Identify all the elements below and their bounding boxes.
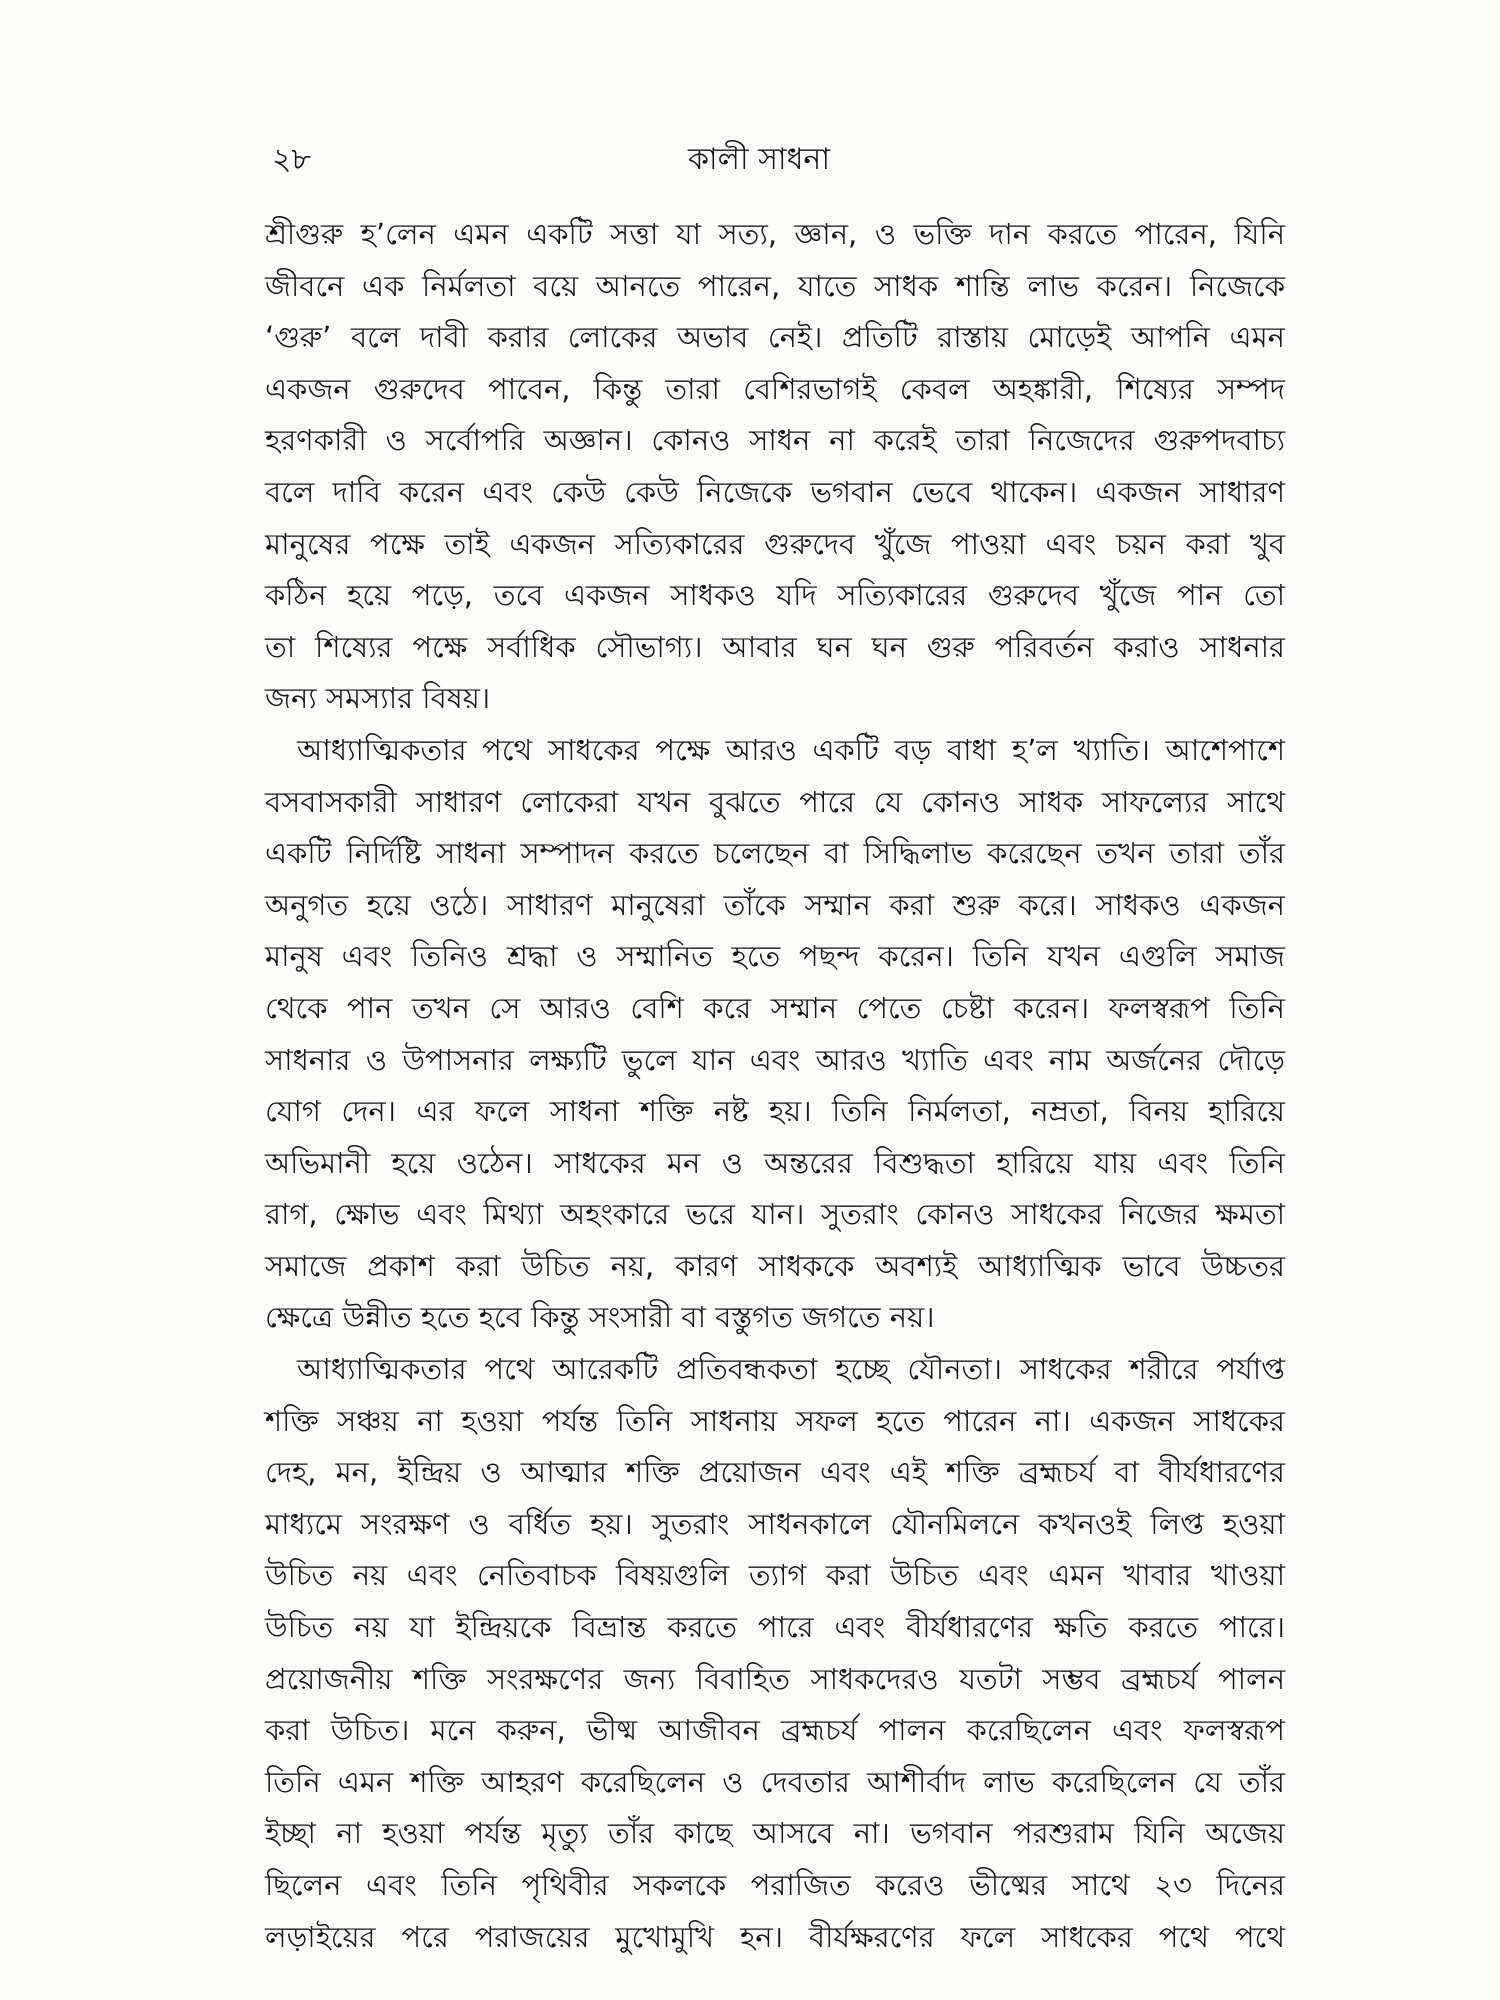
text-line: শক্তি সঞ্চয় না হওয়া পর্যন্ত তিনি সাধনায় সফল হতে পারেন না। একজন সাধকের: [265, 1403, 1285, 1438]
text-line: অনুগত হয়ে ওঠে। সাধারণ মানুষেরা তাঁকে সম্মান করা শুরু করে। সাধকও একজন: [265, 887, 1285, 922]
text-line: আধ্যাত্মিকতার পথে সাধকের পক্ষে আরও একটি বড় বাধা হ’ল খ্যাতি। আশেপাশে: [297, 732, 1285, 767]
text-line: সমাজে প্রকাশ করা উচিত নয়, কারণ সাধককে অবশ্যই আধ্যাত্মিক ভাবে উচ্চতর: [265, 1248, 1285, 1283]
text-line: ‘গুরু’ বলে দাবী করার লোকের অভাব নেই। প্রতিটি রাস্তায় মোড়েই আপনি এমন: [265, 320, 1285, 355]
text-line: ইচ্ছা না হওয়া পর্যন্ত মৃত্যু তাঁর কাছে আসবে না। ভগবান পরশুরাম যিনি অজেয়: [265, 1816, 1285, 1851]
text-line: উচিত নয় যা ইন্দ্রিয়কে বিভ্রান্ত করতে পারে এবং বীর্যধারণের ক্ষতি করতে পারে।: [265, 1610, 1285, 1645]
text-line: অভিমানী হয়ে ওঠেন। সাধকের মন ও অন্তরের বিশুদ্ধতা হারিয়ে যায় এবং তিনি: [265, 1145, 1285, 1180]
text-line: মানুষের পক্ষে তাই একজন সত্যিকারের গুরুদেব খুঁজে পাওয়া এবং চয়ন করা খুব: [265, 526, 1285, 561]
text-line: প্রয়োজনীয় শক্তি সংরক্ষণের জন্য বিবাহিত সাধকদেরও যতটা সম্ভব ব্রহ্মচর্য পালন: [265, 1661, 1285, 1696]
text-line: রাগ, ক্ষোভ এবং মিথ্যা অহংকারে ভরে যান। সুতরাং কোনও সাধকের নিজের ক্ষমতা: [265, 1197, 1285, 1232]
text-line: তিনি এমন শক্তি আহরণ করেছিলেন ও দেবতার আশীর্বাদ লাভ করেছিলেন যে তাঁর: [265, 1764, 1285, 1799]
text-line: বলে দাবি করেন এবং কেউ কেউ নিজেকে ভগবান ভেবে থাকেন। একজন সাধারণ: [265, 474, 1285, 509]
text-line: মানুষ এবং তিনিও শ্রদ্ধা ও সম্মানিত হতে পছন্দ করেন। তিনি যখন এগুলি সমাজ: [265, 939, 1285, 974]
text-line: শ্রীগুরু হ’লেন এমন একটি সত্তা যা সত্য, জ্ঞান, ও ভক্তি দান করতে পারেন, যিনি: [265, 217, 1285, 251]
text-line: যোগ দেন। এর ফলে সাধনা শক্তি নষ্ট হয়। তিনি নির্মলতা, নম্রতা, বিনয় হারিয়ে: [265, 1094, 1285, 1129]
text-line: উচিত নয় এবং নেতিবাচক বিষয়গুলি ত্যাগ করা উচিত এবং এমন খাবার খাওয়া: [265, 1558, 1285, 1593]
paragraph: [265, 725, 1285, 1344]
text-line: থেকে পান তখন সে আরও বেশি করে সম্মান পেতে চেষ্টা করেন। ফলস্বরূপ তিনি: [265, 990, 1285, 1025]
text-line: দেহ, মন, ইন্দ্রিয় ও আত্মার শক্তি প্রয়োজন এবং এই শক্তি ব্রহ্মচর্য বা বীর্যধারণের: [265, 1455, 1285, 1490]
page-number: ২৮: [272, 142, 311, 177]
text-line: তা শিষ্যের পক্ষে সর্বাধিক সৌভাগ্য। আবার ঘন ঘন গুরু পরিবর্তন করাও সাধনার: [265, 629, 1285, 664]
body-text: [265, 209, 1285, 1963]
text-line: ক্ষেত্রে উন্নীত হতে হবে কিন্তু সংসারী বা বস্তুগত জগতে নয়।: [265, 1300, 935, 1335]
text-line: কঠিন হয়ে পড়ে, তবে একজন সাধকও যদি সত্যিকারের গুরুদেব খুঁজে পান তো: [265, 578, 1285, 613]
paragraph: [265, 1344, 1285, 1963]
text-line: জীবনে এক নির্মলতা বয়ে আনতে পারেন, যাতে সাধক শান্তি লাভ করেন। নিজেকে: [265, 268, 1285, 303]
text-line: মাধ্যমে সংরক্ষণ ও বর্ধিত হয়। সুতরাং সাধনকালে যৌনমিলনে কখনওই লিপ্ত হওয়া: [265, 1506, 1285, 1541]
paragraph: [265, 209, 1285, 725]
text-line: হরণকারী ও সর্বোপরি অজ্ঞান। কোনও সাধন না করেই তারা নিজেদের গুরুপদবাচ্য: [265, 423, 1285, 458]
text-line: একজন গুরুদেব পাবেন, কিন্তু তারা বেশিরভাগই কেবল অহঙ্কারী, শিষ্যের সম্পদ: [265, 371, 1285, 406]
text-line: সাধনার ও উপাসনার লক্ষ্যটি ভুলে যান এবং আরও খ্যাতি এবং নাম অর্জনের দৌড়ে: [265, 1042, 1285, 1077]
text-line: করা উচিত। মনে করুন, ভীষ্ম আজীবন ব্রহ্মচর্য পালন করেছিলেন এবং ফলস্বরূপ: [265, 1713, 1285, 1748]
text-line: জন্য সমস্যার বিষয়।: [265, 681, 491, 716]
text-line: লড়াইয়ের পরে পরাজয়ের মুখোমুখি হন। বীর্যক্ষরণের ফলে সাধকের পথে পথে: [265, 1919, 1285, 1954]
text-line: একটি নির্দিষ্টি সাধনা সম্পাদন করতে চলেছেন বা সিদ্ধিলাভ করেছেন তখন তারা তাঁর: [265, 836, 1285, 871]
text-line: বসবাসকারী সাধারণ লোকেরা যখন বুঝতে পারে যে কোনও সাধক সাফল্যের সাথে: [265, 784, 1285, 819]
running-title: কালী সাধনা: [687, 142, 831, 177]
text-line: ছিলেন এবং তিনি পৃথিবীর সকলকে পরাজিত করেও ভীষ্মের সাথে ২৩ দিনের: [265, 1868, 1285, 1902]
running-header: [0, 134, 1500, 186]
text-line: আধ্যাত্মিকতার পথে আরেকটি প্রতিবন্ধকতা হচ্ছে যৌনতা। সাধকের শরীরে পর্যাপ্ত: [297, 1352, 1285, 1387]
